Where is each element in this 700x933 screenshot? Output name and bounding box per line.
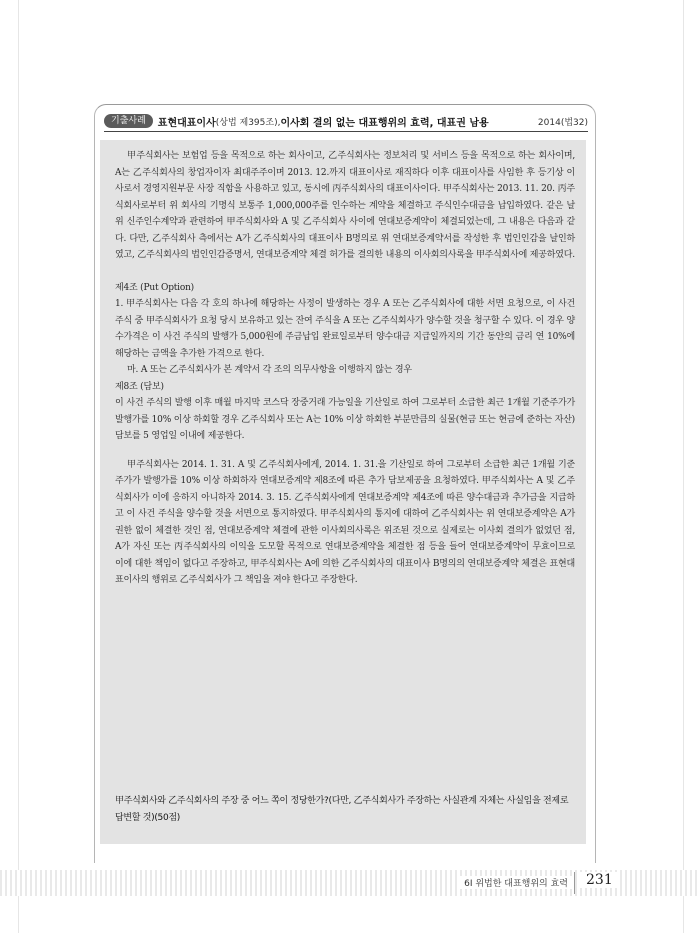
facts-paragraph-2: 甲주식회사는 2014. 1. 31. A 및 乙주식회사에게, 2014. 1. 31.을 기산일로 하여 그로부터 소급한 최근 1개월 기준주가가 발행가를 10% 이상 하회하자 연대보증계약 제8조에 따른 추가 담보제공을 요청하였다. 甲주식회사는 A 및 乙주식회사가 이에 응하지 아니하자 2014. 3. 15. 乙주식회사에게 연대보증계약 제4조에 따른 양수대금과 추가금을 지급하고 이 사건 주식을 양수할 것을 서면으로 통지하였다. 甲주식회사의 통지에 대하여 乙주식회사는 위 연대보증계약은 A가 권한 없이 체결한 것인 점, 연대보증계약 체결에 관한 이사회의사록은 위조된 것으로 실제로는 이사회 결의가 없었던 점, A가 자신 또는 丙주식회사의 이익을 도모할 목적으로 연대보증계약을 체결한 점 등을 들어 연대보증계약이 무효이므로 이에 대한 책임이 없다고 주장하고, 甲주식회사는 A에 의한 乙주식회사의 대표이사 B명의의 연대보증계약 체결은 표현대표이사의 행위로 乙주식회사가 그 책임을 져야 한다고 주장한다. xyxy=(115,459,575,585)
case-year: 2014(법32) xyxy=(537,117,588,128)
header-divider xyxy=(104,131,588,132)
case-header xyxy=(104,112,588,130)
footer-chapter-title: 6I 위법한 대표행위의 효력 xyxy=(460,876,572,889)
case-title: 표현대표이사 xyxy=(157,117,216,129)
case-body xyxy=(115,148,575,589)
exam-question: 甲주식회사와 乙주식회사의 주장 중 어느 쪽이 정당한가?(다만, 乙주식회사가 주장하는 사실관계 자체는 사실임을 전제로 답변할 것)(50점) xyxy=(115,796,569,823)
footer-separator xyxy=(574,872,575,894)
article-4-title: 제4조 (Put Option) xyxy=(115,282,194,293)
case-statute-ref: (상법 제395조), xyxy=(215,117,281,128)
article-4-item-ma: 마. A 또는 乙주식회사가 본 계약서 각 조의 의무사항을 이행하지 않는 경우 xyxy=(127,365,412,375)
article-8-body: 이 사건 주식의 발행 이후 매월 마지막 코스닥 장중거래 가능일을 기산일로 하여 그로부터 소급한 최근 1개월 기준주가가 발행가를 10% 이상 하회할 경우 乙주식회사 또는 A는 10% 이상 하회한 부분만큼의 실물(현금 또는 현금에 준하는 자산) 담보를 5 영업일 이내에 제공한다. xyxy=(115,398,575,441)
article-4-item-1: 1. 甲주식회사는 다음 각 호의 하나에 해당하는 사정이 발생하는 경우 A 또는 乙주식회사에 대한 서면 요청으로, 이 사건 주식 중 甲주식회사가 요청 당시 보유하고 있는 잔여 주식을 A 또는 乙주식회사가 양수할 것을 청구할 수 있다. 이 경우 양수가격은 이 사건 주식의 발행가 5,000원에 주금납입 완료일로부터 양수대금 지급일까지의 기간 동안의 금리 연 10%에 해당하는 금액을 추가한 가격으로 한다. xyxy=(115,299,575,359)
page-number: 231 xyxy=(580,872,619,888)
article-8-title: 제8조 (담보) xyxy=(115,381,164,392)
facts-paragraph-1: 甲주식회사는 보험업 등을 목적으로 하는 회사이고, 乙주식회사는 정보처리 및 서비스 등을 목적으로 하는 회사이며, A는 乙주식회사의 창업자이자 최대주주이며 2013. 12.까지 대표이사로 재직하다 이후 대표이사를 사임한 후 등기상 이사로서 경영지원부문 사장 직함을 사용하고 있고, 동시에 丙주식회사의 대표이사이다. 甲주식회사는 2013. 11. 20. 丙주식회사로부터 위 회사의 기명식 보통주 1,000,000주를 인수하는 계약을 체결하고 주식인수대금을 납입하였다. 같은 날 위 신주인수계약과 관련하여 甲주식회사와 A 및 乙주식회사 사이에 연대보증계약이 체결되었는데, 그 내용은 다음과 같다. 다만, 乙주식회사 측에서는 A가 乙주식회사의 대표이사 B명의로 위 연대보증계약서를 작성한 후 법인인감을 날인하였고, 乙주식회사의 법인인감증명서, 연대보증계약 체결 허가를 결의한 내용의 이사회의사록을 甲주식회사에 제공하였다. xyxy=(115,151,575,260)
case-badge: 기출사례 xyxy=(104,114,153,128)
case-topic: 이사회 결의 없는 대표행위의 효력, 대표권 남용 xyxy=(280,117,489,129)
